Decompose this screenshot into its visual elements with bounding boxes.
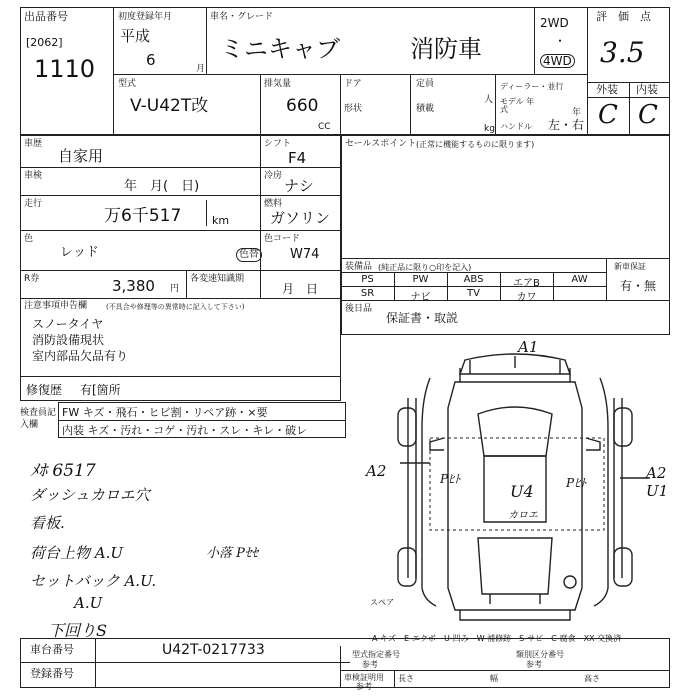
divider bbox=[20, 195, 341, 196]
fuel-value: ガソリン bbox=[270, 209, 331, 227]
score-label: 評 価 点 bbox=[596, 10, 651, 23]
ref-label-1: 参考 bbox=[362, 660, 378, 669]
meter-label: 各変速知識期 bbox=[190, 274, 245, 284]
equip-sub: (純正品に限り○印を記入) bbox=[378, 263, 472, 272]
r-unit: 円 bbox=[170, 284, 180, 294]
color-change: 色替 bbox=[236, 248, 262, 262]
lot-number: 1110 bbox=[34, 55, 96, 83]
door-label: ドア bbox=[344, 79, 362, 89]
divider bbox=[394, 670, 395, 688]
load-unit: kg bbox=[484, 124, 495, 134]
hw-line-5: セットバック A.U. bbox=[30, 572, 157, 590]
new-car-value: 有・無 bbox=[620, 279, 657, 293]
lot-label: 出品番号 bbox=[24, 10, 68, 23]
chassis-label: 車台番号 bbox=[30, 643, 74, 656]
sales-sub: (正常に機能するものに限ります) bbox=[416, 140, 535, 149]
divider bbox=[606, 258, 607, 300]
docs-value: 保証書・取説 bbox=[386, 311, 459, 325]
divider bbox=[95, 638, 96, 688]
capacity-unit: 人 bbox=[484, 95, 494, 105]
model-spec-label: 型式指定番号 bbox=[352, 650, 400, 659]
ext-grade: C bbox=[598, 100, 618, 130]
ext-label: 外装 bbox=[596, 83, 618, 96]
meter-value: 月 日 bbox=[282, 282, 319, 296]
reg-month-unit: 月 bbox=[196, 64, 206, 74]
divider bbox=[341, 258, 670, 259]
divider bbox=[341, 286, 606, 287]
color-code-label: 色コード bbox=[264, 234, 301, 244]
hgt-label: 高さ bbox=[584, 674, 600, 683]
ac-label: 冷房 bbox=[264, 171, 283, 181]
fuel-label: 燃料 bbox=[264, 199, 283, 209]
ref-code: [2062] bbox=[26, 36, 63, 49]
r-label: R券 bbox=[24, 274, 40, 284]
reg-label: 初度登録年月 bbox=[118, 12, 173, 22]
divider bbox=[20, 298, 341, 299]
drive-dot: ・ bbox=[554, 34, 567, 48]
divider bbox=[20, 230, 341, 231]
chassis-value: U42T-0217733 bbox=[162, 642, 265, 658]
hw-line-6: A.U bbox=[74, 594, 103, 612]
mark-a1: A1 bbox=[518, 338, 539, 356]
score: 3.5 bbox=[600, 36, 645, 69]
divider bbox=[534, 7, 535, 74]
damage-legend: A-キズ E-エクボ U-凹み W-補修跡 S-サビ C-腐食 XX-交換済 bbox=[372, 634, 622, 643]
shaken-value: 年 月( 日) bbox=[124, 179, 200, 194]
reg-year: 6 bbox=[146, 51, 156, 69]
drive-4wd: 4WD bbox=[540, 54, 575, 68]
shift-label: シフト bbox=[264, 139, 292, 149]
divider bbox=[340, 670, 670, 671]
repair-label: 修復歴 bbox=[26, 383, 63, 397]
disp-label: 排気量 bbox=[264, 79, 292, 89]
shaken-label: 車検 bbox=[24, 171, 43, 181]
equip-abs: ABS bbox=[463, 274, 484, 285]
handle-value: 左・右 bbox=[548, 118, 585, 132]
notes-label: 注意事項申告欄 bbox=[24, 301, 88, 311]
mileage-label: 走行 bbox=[24, 199, 43, 209]
int-grade: C bbox=[638, 100, 658, 130]
hw-line-2: ダッシュカロエ穴 bbox=[30, 486, 150, 504]
mileage-unit: km bbox=[212, 214, 230, 227]
mileage-value: 万6千517 bbox=[104, 206, 182, 226]
equip-leather: カワ bbox=[516, 292, 537, 303]
divider bbox=[186, 270, 187, 298]
right-info-box bbox=[341, 135, 670, 335]
mark-u4: U4 bbox=[510, 482, 534, 501]
divider bbox=[113, 7, 114, 135]
divider bbox=[20, 270, 341, 271]
mark-pto-right: Pﾋﾄ bbox=[566, 476, 587, 490]
note-3: 室内部品欠品有り bbox=[32, 349, 129, 363]
shift-value: F4 bbox=[288, 149, 307, 167]
hw-line-3: 看板. bbox=[30, 514, 65, 532]
mark-a2-right: A2 bbox=[646, 464, 667, 482]
inspector-ext: FW キズ・飛石・ヒビ割・リペア跡・×要 bbox=[62, 406, 268, 419]
len-label: 長さ bbox=[398, 674, 414, 683]
ref-label-2: 参考 bbox=[526, 660, 542, 669]
equip-label: 装備品 bbox=[345, 262, 373, 272]
hw-line-7: 下回りS bbox=[48, 621, 107, 640]
divider bbox=[340, 74, 341, 135]
mark-pto-left: Pﾋﾄ bbox=[440, 472, 461, 486]
car-name: ミニキャブ bbox=[220, 35, 340, 63]
wid-label: 幅 bbox=[490, 674, 498, 683]
divider bbox=[587, 7, 588, 135]
sales-label: セールスポイント bbox=[345, 139, 417, 149]
equip-sr: SR bbox=[360, 288, 375, 299]
note-1: スノータイヤ bbox=[32, 317, 104, 331]
divider bbox=[629, 82, 630, 135]
divider bbox=[340, 646, 341, 688]
type-label: 型式 bbox=[118, 79, 137, 89]
vin-label: 車検証明用 bbox=[344, 673, 384, 682]
use-label: 車歴 bbox=[24, 139, 43, 149]
divider bbox=[260, 135, 261, 298]
int-label: 内装 bbox=[636, 83, 658, 96]
capacity-label: 定員 bbox=[416, 79, 435, 89]
mark-u1: U1 bbox=[646, 482, 669, 500]
new-car-label: 新車保証 bbox=[614, 262, 646, 271]
color-code-value: W74 bbox=[290, 247, 320, 262]
divider bbox=[113, 74, 587, 75]
divider bbox=[20, 662, 350, 663]
equip-tv: TV bbox=[467, 288, 480, 299]
divider bbox=[20, 167, 341, 168]
reg-no-label: 登録番号 bbox=[30, 667, 74, 680]
model-year-label: モデル 年式 bbox=[500, 97, 535, 114]
divider bbox=[20, 376, 341, 377]
drive-2wd: 2WD bbox=[540, 16, 569, 30]
handle-label: ハンドル bbox=[500, 122, 532, 131]
type-value: V-U42T改 bbox=[130, 96, 209, 116]
ref-label-3: 参考 bbox=[356, 682, 372, 691]
hw-line-4: 荷台上物 A.U bbox=[30, 544, 124, 562]
model-year-unit: 年 bbox=[572, 108, 582, 118]
equip-pw: PW bbox=[412, 274, 429, 285]
equip-airbag: エアB bbox=[513, 278, 540, 289]
hw-aside: 小落 Pｾｾ bbox=[206, 546, 258, 561]
notes-sub: (不具合や修理等の異常時に記入して下さい) bbox=[106, 303, 245, 311]
class-label: 類別区分番号 bbox=[516, 650, 564, 659]
shape-label: 形状 bbox=[344, 104, 363, 114]
color-label: 色 bbox=[24, 234, 34, 244]
divider bbox=[495, 74, 496, 135]
mark-kaoe: カロエ bbox=[508, 510, 538, 521]
equip-aw: AW bbox=[571, 274, 588, 285]
equip-ps: PS bbox=[361, 274, 374, 285]
use-value: 自家用 bbox=[58, 147, 104, 165]
divider bbox=[260, 74, 261, 135]
mark-a2-left: A2 bbox=[366, 462, 387, 480]
divider bbox=[341, 272, 606, 273]
hw-line-1: ﾒﾎ 6517 bbox=[30, 461, 96, 481]
divider bbox=[206, 200, 207, 226]
divider bbox=[206, 7, 207, 74]
grade: 消防車 bbox=[410, 35, 482, 63]
equip-navi: ナビ bbox=[410, 292, 431, 303]
divider bbox=[410, 74, 411, 135]
mark-spare: スペア bbox=[370, 598, 394, 607]
note-2: 消防設備現状 bbox=[32, 333, 105, 347]
era: 平成 bbox=[120, 27, 151, 45]
inspector-label: 検査員記入欄 bbox=[20, 408, 57, 430]
r-value: 3,380 bbox=[112, 277, 155, 295]
model-label: 車名・グレード bbox=[210, 12, 274, 22]
docs-label: 後日品 bbox=[345, 304, 373, 314]
dealer-label: ディーラー・並行 bbox=[500, 82, 564, 91]
inspector-int: 内装 キズ・汚れ・コゲ・汚れ・スレ・キレ・破レ bbox=[62, 424, 308, 437]
color-value: レッド bbox=[60, 245, 99, 260]
load-label: 積載 bbox=[416, 104, 435, 114]
repair-value: 有[箇所 bbox=[80, 383, 121, 397]
disp-unit: CC bbox=[318, 122, 331, 132]
ac-value: ナシ bbox=[284, 177, 314, 195]
disp-value: 660 bbox=[286, 96, 319, 116]
